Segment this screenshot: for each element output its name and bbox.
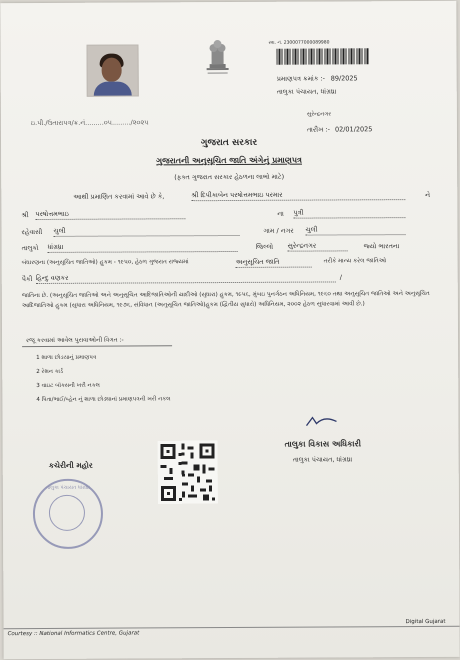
village-label: ગામ / નગર: [263, 226, 294, 235]
caste-value: હિન્દુ વણકર: [36, 272, 336, 284]
footer-courtesy: Courtesy :: National Informatics Centre, Gujarat: [7, 630, 140, 638]
order-text: બંધારણના (અનુસૂચિત જાતિઓ) હુકમ - ૧૯૫૦, હેઠળ ગુજરાત રાજ્યમાં: [21, 259, 189, 267]
evidence-item: 1 શાળા છોડયાનું પ્રમાણપત્ર: [36, 354, 97, 362]
resident-label: રહેવાસી: [21, 227, 43, 237]
officer-title: તાલુકા વિકાસ અધિકારી: [284, 439, 362, 449]
footer-divider: [4, 626, 460, 629]
caste-type: અનુસૂચિત જાતિ: [236, 258, 312, 268]
caste-separator: /: [339, 273, 342, 282]
date-place: સુરેન્દ્રનગર: [306, 111, 332, 118]
certify-text: આથી પ્રમાણિત કરવામાં આવે છે કે,: [73, 192, 165, 201]
holder-name-suffix: ને: [425, 190, 431, 199]
evidence-heading: રજૂ કરવામાં આવેલ પુરાવાઓની વિગત :-: [26, 336, 124, 345]
caste-label: પૈકી: [21, 275, 33, 284]
certificate-sheet: [0, 1, 459, 659]
state-emblem-icon: [197, 34, 237, 76]
issuing-office: તાલુકા પંચાયત, ધાંગ્રધ્રા: [276, 87, 337, 96]
taluka-value: ધાંગ્રધ્રા: [48, 242, 238, 253]
date-label: તારીખ :-: [306, 125, 331, 134]
village-value: ચુલી: [305, 225, 405, 236]
officer-office: તાલુકા પંચાયત, ધાંગ્રધ્રા: [292, 455, 353, 464]
footer-brand: Digital Gujarat: [405, 618, 446, 626]
qr-code: [158, 440, 218, 504]
state-label: જ્યો ભારતના: [363, 242, 400, 251]
office-seal: [33, 479, 103, 549]
officer-signature: [302, 411, 342, 431]
evidence-item: 4 પિતા/ભાઈ/બ્હેન નું શાળા છોડ્યાનાં પ્રમાણપત્રની ખરી નકલ: [36, 396, 171, 404]
applicant-photo: [87, 44, 139, 96]
taluka-label: તાલુકો: [21, 244, 39, 253]
father-prefix: શ્રી: [21, 211, 29, 220]
govt-title: ગુજરાત સરકાર: [200, 137, 258, 149]
barcode: [277, 48, 369, 64]
district-label: જિલ્લો: [255, 242, 274, 251]
district-value: સુરેન્દ્રનગર: [288, 241, 348, 251]
date-value: 02/01/2025: [334, 125, 373, 134]
legal-paragraph: જાતિના છે. (અનુસૂચિત જાતિઓ અને અનુસૂચિત આદિજાતિઓની યાદીઓ (સુધારા) હુકમ, ૧૯૫૬, મુંબઇ પુનર્ગઠન અધિનિયમ, ૧૯૬૦ તથા અનુસૂચિત જાતિઓ અને અનુસૂચિત આદિજાતિઓ હુકમ (સુધારા અધિનિયમ, ૧૯૭૬, સંવિધાન (અનુસૂચિત જાતિઓ)હુકમ (દ્વિતીય સુધારો) અધિનિયમ, ૨૦૦૨ હેઠળ સુધારવામાં આવી છે.): [21, 290, 430, 310]
holder-name: શ્રી દિપીકાબેન પરષોત્તમભાઇ પરમાર: [191, 190, 405, 201]
certificate-subtitle: (ફક્ત ગુજરાત સરકાર હેઠળના લાભો માટે): [174, 172, 285, 182]
relation-label: ના: [277, 209, 284, 218]
cert-no-label: પ્રમાણપત્ર ક્રમાંક :-: [276, 74, 326, 83]
handwritten-serial: ઇ.પી./ઉતારાપત્ર/ક્ર.નં.........૦૫........./૨૦૨૫: [30, 118, 149, 128]
cert-no-value: 89/2025: [330, 74, 358, 83]
father-name: પરષોત્તમભાઇ: [35, 209, 185, 220]
seal-text: તાલુકા પંચાયત ધાંગ્રધ્રા: [45, 484, 90, 491]
evidence-item: 3 વાઇટ બૉક્સની ખરી નકલ: [36, 382, 100, 390]
recognized-text: તરીકે માન્ય કરેલ જાતિઓ: [323, 258, 387, 265]
resident-value: ચુલી: [53, 226, 239, 237]
relation-value: પુત્રી: [293, 208, 405, 219]
barcode-caption: સ્વા. નં. 2300077000089980: [268, 40, 330, 46]
evidence-item: 2 રેશન કાર્ડ: [36, 368, 64, 376]
office-stamp-label: કચેરીની મહોર: [48, 460, 93, 470]
certificate-title: ગુજરાતની અનુસૂચિત જાતિ અંગેનું પ્રમાણપત્ર: [156, 155, 302, 166]
